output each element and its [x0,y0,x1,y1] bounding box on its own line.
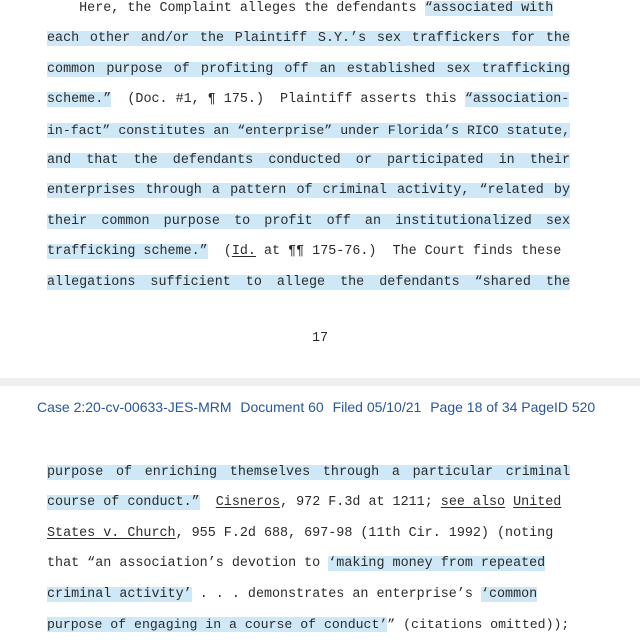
highlighted-text: ‘common [480,586,538,602]
text-line [47,1,570,17]
highlighted-text: criminal activity’ [47,586,192,602]
text-segment: ” (citations omitted)); [387,617,570,632]
highlighted-text: purpose of enriching themselves through a particular criminal [47,465,570,480]
highlighted-text: common purpose of profiting off an established sex trafficking [47,61,570,77]
text-segment: Here, the Complaint alleges the defendants [47,1,425,16]
text-segment [505,495,513,510]
page-separator [0,378,640,386]
text-line [47,465,570,481]
page-number: 17 [311,331,329,346]
text-segment: Id. [231,244,256,260]
text-line [47,556,570,572]
text-segment: at ¶¶ 175-76.) The Court finds these [255,244,562,260]
text-line [47,92,570,108]
text-segment [200,495,216,510]
text-segment: . . . demonstrates an enterprise’s [191,586,481,602]
text-segment: , 955 F.2d 688, 697-98 (11th Cir. 1992) (noting [175,525,554,541]
highlighted-text: course of conduct.” [47,495,200,511]
highlighted-text: ‘making money from repeated [328,556,546,572]
page-id: Page 18 of 34 PageID 520 [430,399,596,415]
text-segment: States v. Church [47,525,176,541]
text-segment: see also [440,495,506,511]
text-line [47,62,570,78]
highlighted-text: in-fact” constitutes an “enterprise” under Florida’s RICO statute, [47,122,570,138]
text-line [47,31,570,47]
text-line [47,495,570,511]
text-segment: ( [207,244,232,260]
text-segment: United [513,495,562,511]
text-line [47,214,570,230]
highlighted-text: allegations sufficient to allege the defendants “shared the [47,274,570,290]
highlighted-text: and that the defendants conducted or participated in their [47,153,570,168]
text-line [47,183,570,199]
text-line [47,244,570,260]
case-header [37,398,617,416]
pdf-page-18 [0,386,640,640]
text-line [47,275,570,291]
highlighted-text: trafficking scheme.” [47,244,208,260]
highlighted-text: “association- [464,92,570,108]
highlighted-text: each other and/or the Plaintiff S.Y.’s sex traffickers for the [47,31,570,47]
text-segment: that “an association’s devotion to [47,556,329,572]
text-line [47,526,570,542]
text-line [47,617,570,633]
text-line [47,587,570,603]
highlighted-text: purpose of engaging in a course of conduct’ [47,617,388,632]
highlighted-text: their common purpose to profit off an institutionalized sex [47,213,570,229]
text-line [47,123,570,139]
text-segment: (Doc. #1, ¶ 175.) Plaintiff asserts this [111,92,465,108]
highlighted-text: enterprises through a pattern of criminal activity, “related by [47,183,570,199]
highlighted-text: scheme.” [47,92,112,108]
text-segment: Cisneros [215,495,281,511]
highlighted-text: “associated with [424,1,554,16]
document-number: Document 60 [240,399,324,415]
filed-date: Filed 05/10/21 [332,399,422,415]
text-segment: , 972 F.3d at 1211; [280,495,441,511]
text-line [47,153,570,169]
case-number: Case 2:20-cv-00633-JES-MRM [37,399,232,415]
